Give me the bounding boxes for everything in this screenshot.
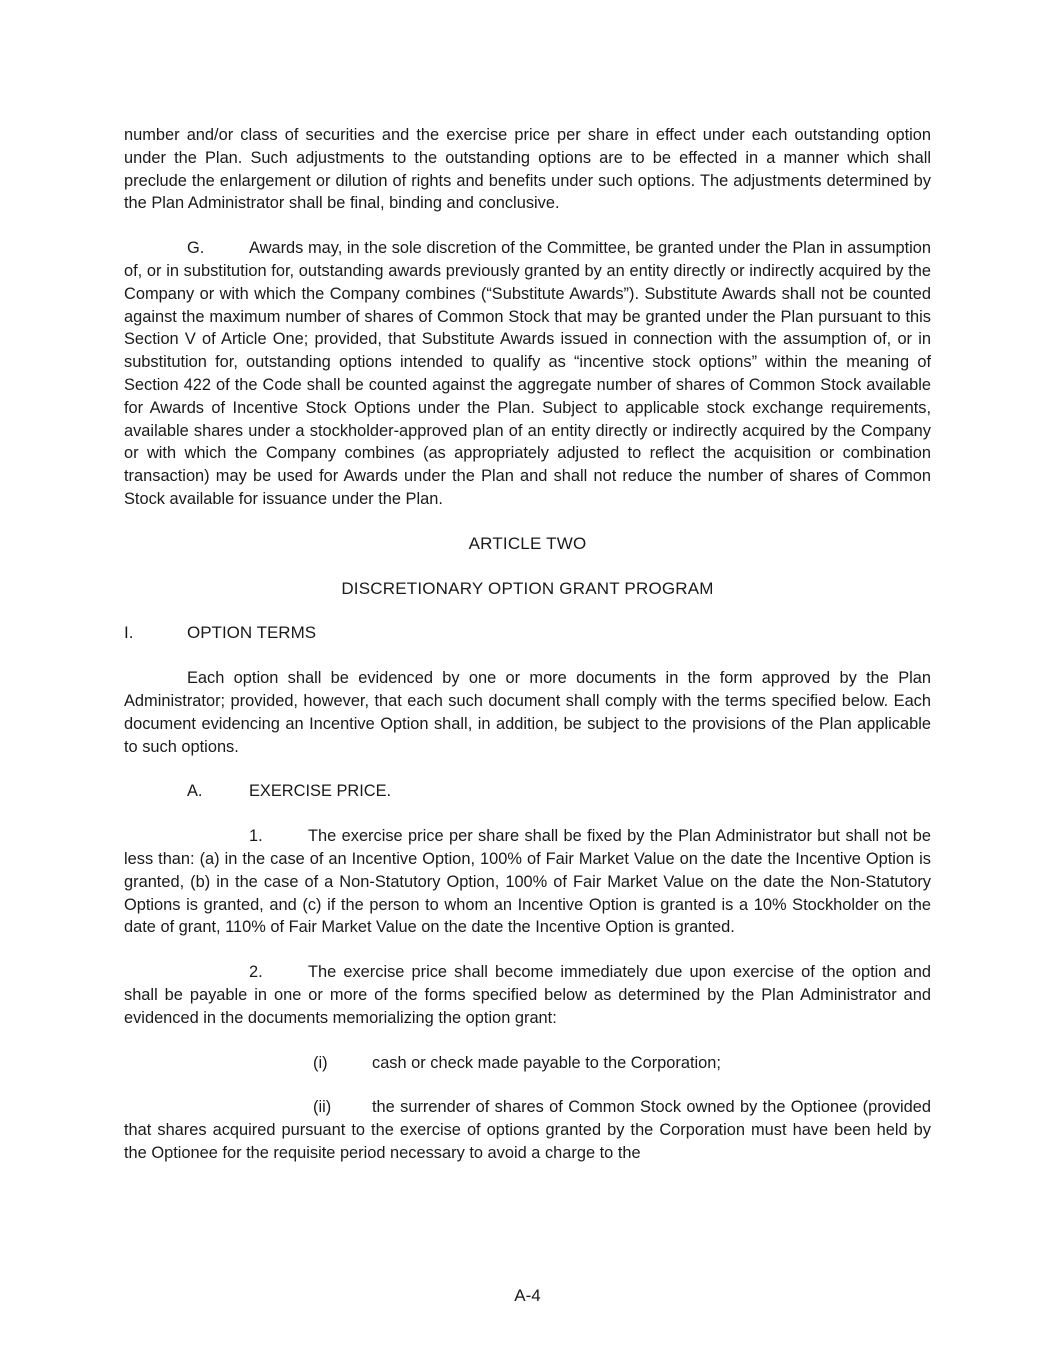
article-title: ARTICLE TWO	[468, 533, 587, 553]
list-item-text-i: cash or check made payable to the Corporation;	[372, 1053, 721, 1072]
item-number-1: 1.	[249, 827, 263, 846]
paragraph-item-2	[124, 961, 931, 1029]
paragraph-label-g: G.	[187, 239, 205, 258]
item-2-text: The exercise price shall become immediately due upon exercise of the option and shall be payable in one or more of the forms specified below as determined by the Plan Administrator and evidenced in the documents memorializing the option grant:	[124, 963, 931, 1027]
paragraph-g-substitute-awards	[124, 237, 931, 511]
section-number: I.	[124, 623, 134, 643]
list-item-number-ii: (ii)	[313, 1098, 332, 1117]
paragraph-item-1	[124, 825, 931, 939]
paragraph-option-terms: Each option shall be evidenced by one or more documents in the form approved by the Plan Administrator; provided, however, that each such document shall comply with the terms specified below. Each document evidencing an Incentive Option shall, in addition, be subject to the provisions of the Plan applicable to such options.	[124, 669, 931, 756]
paragraph-adjustments: number and/or class of securities and the exercise price per share in effect under each outstanding option under the Plan. Such adjustments to the outstanding options are to be effected in a manner which shall preclude the enlargement or dilution of rights and benefits under such options. The adjustments determined by the Plan Administrator shall be final, binding and conclusive.	[124, 126, 931, 213]
list-item-text-ii: the surrender of shares of Common Stock owned by the Optionee (provided that shares acquired pursuant to the exercise of options granted by the Corporation must have been held by the Optionee for the requisite period necessary to avoid a charge to the	[124, 1098, 931, 1162]
program-title: DISCRETIONARY OPTION GRANT PROGRAM	[341, 578, 714, 598]
list-item-i	[124, 1052, 931, 1075]
item-number-2: 2.	[249, 963, 263, 982]
list-item-ii	[124, 1096, 931, 1164]
subsection-title: EXERCISE PRICE.	[249, 782, 392, 801]
list-item-number-i: (i)	[313, 1053, 328, 1072]
item-1-text: The exercise price per share shall be fixed by the Plan Administrator but shall not be less than: (a) in the case of an Incentive Option, 100% of Fair Market Value on the date the Incentive Option is granted, (b) in the case of a Non-Statutory Option, 100% of Fair Market Value on the date the Non-Statutory Options is granted, and (c) if the person to whom an Incentive Option is granted is a 10% Stockholder on the date of grant, 110% of Fair Market Value on the date the Incentive Option is granted.	[124, 827, 931, 937]
page-number: A-4	[514, 1286, 541, 1305]
document-page	[124, 124, 931, 1187]
paragraph-g-text: Awards may, in the sole discretion of the Committee, be granted under the Plan in assumption of, or in substitution for, outstanding awards previously granted by an entity directly or indirectly acquired by the Company or with which the Company combines (“Substitute Awards”). Substitute Awards shall not be counted against the maximum number of shares of Common Stock that may be granted under the Plan pursuant to this Section V of Article One; provided, that Substitute Awards issued in connection with the assumption of, or in substitution for, outstanding options intended to qualify as “incentive stock options” within the meaning of Section 422 of the Code shall be counted against the aggregate number of shares of Common Stock available for Awards of Incentive Stock Options under the Plan. Subject to applicable stock exchange requirements, available shares under a stockholder-approved plan of an entity directly or indirectly acquired by the Company or with which the Company combines (as appropriately adjusted to reflect the acquisition or combination transaction) may be used for Awards under the Plan and shall not reduce the number of shares of Common Stock available for issuance under the Plan.	[124, 239, 931, 508]
section-heading-option-terms	[124, 622, 931, 645]
subsection-number: A.	[187, 782, 203, 801]
subsection-heading-exercise-price	[124, 780, 931, 803]
section-title: OPTION TERMS	[187, 623, 317, 643]
